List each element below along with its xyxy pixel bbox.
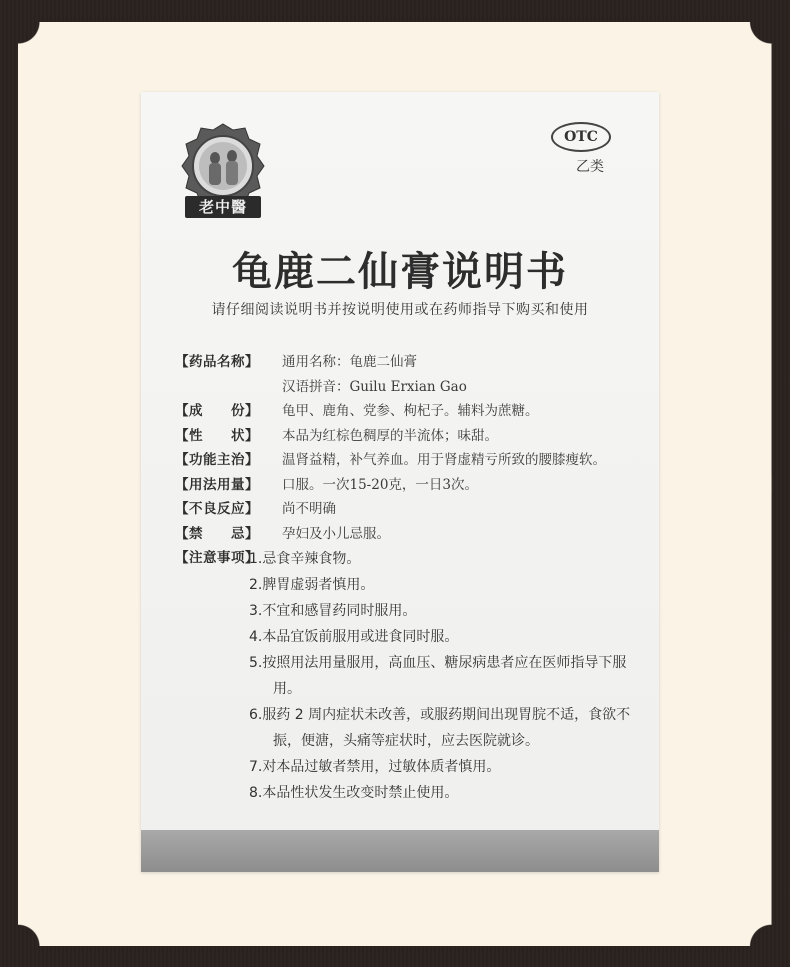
precaution-item: 3.不宜和感冒药同时服用。 — [249, 603, 417, 619]
field-value: 孕妇及小儿忌服。 — [282, 525, 390, 542]
field-label: 【药品名称】 — [175, 354, 259, 370]
field-row — [175, 350, 645, 375]
field-row — [175, 497, 645, 522]
field-row — [175, 448, 645, 473]
field-label: 【性 状】 — [175, 427, 259, 444]
precaution-item: 5.按照用法用量服用，高血压、糖尿病患者应在医师指导下服用。 — [249, 655, 627, 697]
field-value: 通用名称：龟鹿二仙膏 — [282, 354, 417, 370]
document-title: 龟鹿二仙膏说明书 — [232, 249, 568, 295]
field-label: 【成 份】 — [175, 403, 259, 419]
precautions-list — [249, 546, 639, 806]
precaution-item: 4.本品宜饭前服用或进食同时服。 — [249, 629, 459, 645]
field-label: 【不良反应】 — [175, 501, 259, 517]
brand-name: 老中醫 — [185, 196, 261, 218]
field-label: 【功能主治】 — [175, 452, 259, 468]
otc-badge: OTC — [551, 122, 611, 152]
field-value: 口服。一次15-20克，一日3次。 — [282, 476, 479, 493]
precaution-item: 1.忌食辛辣食物。 — [249, 551, 361, 567]
otc-class: 乙类 — [576, 159, 604, 175]
field-value: 龟甲、鹿角、党参、枸杞子。辅料为蔗糖。 — [282, 403, 539, 419]
field-value: 汉语拼音：Guilu Erxian Gao — [282, 378, 467, 395]
document-subtitle: 请仔细阅读说明书并按说明使用或在药师指导下购买和使用 — [211, 302, 589, 318]
precaution-item: 6.服药 2 周内症状未改善，或服药期间出现胃脘不适，食欲不振，便溏，头痛等症状时，应去医院就诊。 — [249, 707, 631, 749]
field-row — [175, 522, 645, 547]
field-row — [175, 399, 645, 424]
precaution-item: 2.脾胃虚弱者慎用。 — [249, 577, 375, 593]
leaflet-footer-band — [141, 830, 659, 872]
field-value: 温肾益精，补气养血。用于肾虚精亏所致的腰膝瘦软。 — [282, 452, 606, 468]
instruction-leaflet — [141, 92, 659, 872]
field-value: 本品为红棕色稠厚的半流体；味甜。 — [282, 427, 498, 444]
drug-info-fields — [175, 350, 645, 571]
field-row — [175, 473, 645, 498]
precaution-item: 8.本品性状发生改变时禁止使用。 — [249, 785, 459, 801]
field-label: 【禁 忌】 — [175, 525, 259, 542]
brand-logo — [179, 122, 267, 226]
field-value: 尚不明确 — [282, 501, 336, 517]
field-row — [175, 424, 645, 449]
field-row — [175, 375, 645, 400]
field-label: 【用法用量】 — [175, 476, 259, 493]
precaution-item: 7.对本品过敏者禁用，过敏体质者慎用。 — [249, 759, 501, 775]
notes-label: 【注意事项】 — [175, 550, 259, 566]
